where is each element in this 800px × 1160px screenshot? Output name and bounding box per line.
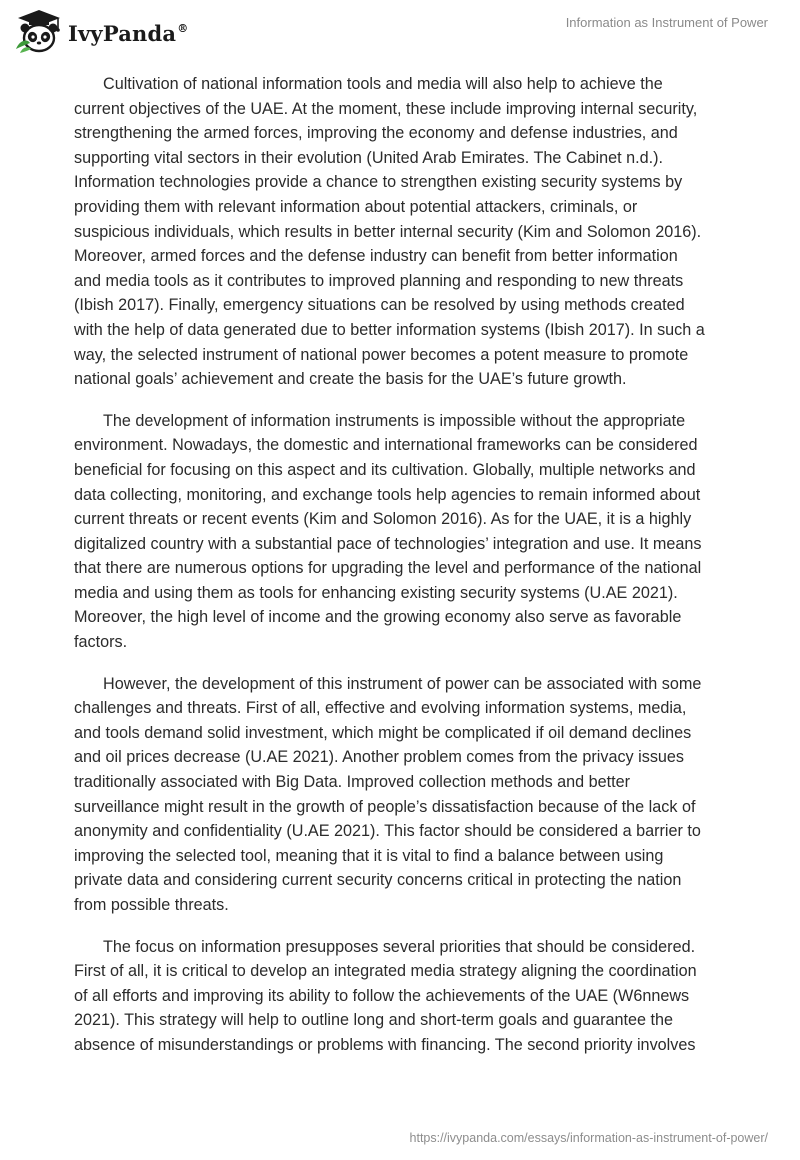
paragraph-line: of all efforts and improving its ability to follow the achievements of the UAE (W6nnews	[74, 986, 690, 1005]
essay-paragraph	[74, 72, 734, 392]
paragraph-line: Moreover, armed forces and the defense industry can benefit from better information	[74, 247, 678, 266]
brand-name: IvyPanda®	[68, 20, 189, 46]
paragraph-line: national goals’ achievement and create the basis for the UAE’s future growth.	[74, 370, 627, 389]
essay-paragraph	[74, 672, 734, 918]
paragraph-line: beneficial for focusing on this aspect and its cultivation. Globally, multiple networks and	[74, 460, 696, 479]
brand-logo[interactable]	[14, 9, 188, 55]
paragraph-line: Information technologies provide a chance to strengthen existing security systems by	[74, 173, 683, 192]
paragraph-line: traditionally associated with Big Data. Improved collection methods and better	[74, 773, 631, 792]
paragraph-line: 2021). This strategy will help to outline long and short-term goals and guarantee the	[74, 1011, 674, 1030]
paragraph-line: However, the development of this instrument of power can be associated with some	[103, 674, 702, 693]
paragraph-line: and media tools as it contributes to improved planning and responding to new threats	[74, 271, 684, 290]
paragraph-line: factors.	[74, 633, 128, 652]
source-url[interactable]: https://ivypanda.com/essays/information-as-instrument-of-power/	[409, 1131, 768, 1145]
essay-body	[74, 72, 734, 1075]
page-header	[0, 0, 800, 60]
paragraph-line: suspicious individuals, which results in better internal security (Kim and Solomon 2016).	[74, 222, 702, 241]
paragraph-line: challenges and threats. First of all, effective and evolving information systems, media,	[74, 699, 687, 718]
paragraph-line: absence of misunderstandings or problems with financing. The second priority involves	[74, 1035, 696, 1054]
paragraph-line: digitalized country with a substantial pace of technologies’ integration and use. It means	[74, 534, 702, 553]
paragraph-line: with the help of data generated due to better information systems (Ibish 2017). In such a	[74, 320, 705, 339]
paragraph-line: surveillance might result in the growth of people’s dissatisfaction because of the lack of	[74, 797, 696, 816]
paragraph-line: Moreover, the high level of income and the growing economy also serve as favorable	[74, 608, 682, 627]
paragraph-line: and tools demand solid investment, which might be complicated if oil demand declines	[74, 723, 692, 742]
panda-graduate-icon	[14, 9, 64, 55]
essay-paragraph	[74, 935, 734, 1058]
paragraph-line: that there are numerous options for upgrading the level and performance of the national	[74, 559, 702, 578]
paragraph-line: anonymity and confidentiality (U.AE 2021). This factor should be considered a barrier to	[74, 822, 701, 841]
paragraph-line: The development of information instruments is impossible without the appropriate	[103, 411, 686, 430]
paragraph-line: The focus on information presupposes several priorities that should be considered.	[103, 937, 696, 956]
paragraph-line: First of all, it is critical to develop an integrated media strategy aligning the coordination	[74, 962, 697, 981]
paragraph-line: current objectives of the UAE. At the moment, these include improving internal security,	[74, 99, 698, 118]
paragraph-line: Cultivation of national information tools and media will also help to achieve the	[103, 75, 663, 93]
paragraph-line: way, the selected instrument of national power becomes a potent measure to promote	[74, 345, 689, 364]
paragraph-line: data collecting, monitoring, and exchange tools help agencies to remain informed about	[74, 485, 701, 504]
paragraph-line: (Ibish 2017). Finally, emergency situations can be resolved by using methods created	[74, 296, 685, 315]
paragraph-line: media and using them as tools for enhancing existing security systems (U.AE 2021).	[74, 583, 678, 602]
essay-paragraph	[74, 409, 734, 655]
paragraph-line: providing them with relevant information about potential attackers, criminals, or	[74, 197, 638, 216]
paragraph-line: improving the selected tool, meaning that it is vital to find a balance between using	[74, 846, 664, 865]
paragraph-line: current threats or recent events (Kim and Solomon 2016). As for the UAE, it is a highly	[74, 510, 692, 529]
paragraph-line: supporting vital sectors in their evolution (United Arab Emirates. The Cabinet n.d.).	[74, 148, 664, 167]
paragraph-line: strengthening the armed forces, improving the economy and defense industries, and	[74, 124, 678, 143]
paragraph-line: private data and considering current security concerns critical in protecting the nation	[74, 871, 682, 890]
paragraph-line: and oil prices decrease (U.AE 2021). Another problem comes from the privacy issues	[74, 748, 685, 767]
paragraph-line: from possible threats.	[74, 896, 229, 914]
paragraph-line: environment. Nowadays, the domestic and international frameworks can be considered	[74, 436, 698, 455]
document-title: Information as Instrument of Power	[565, 15, 768, 30]
